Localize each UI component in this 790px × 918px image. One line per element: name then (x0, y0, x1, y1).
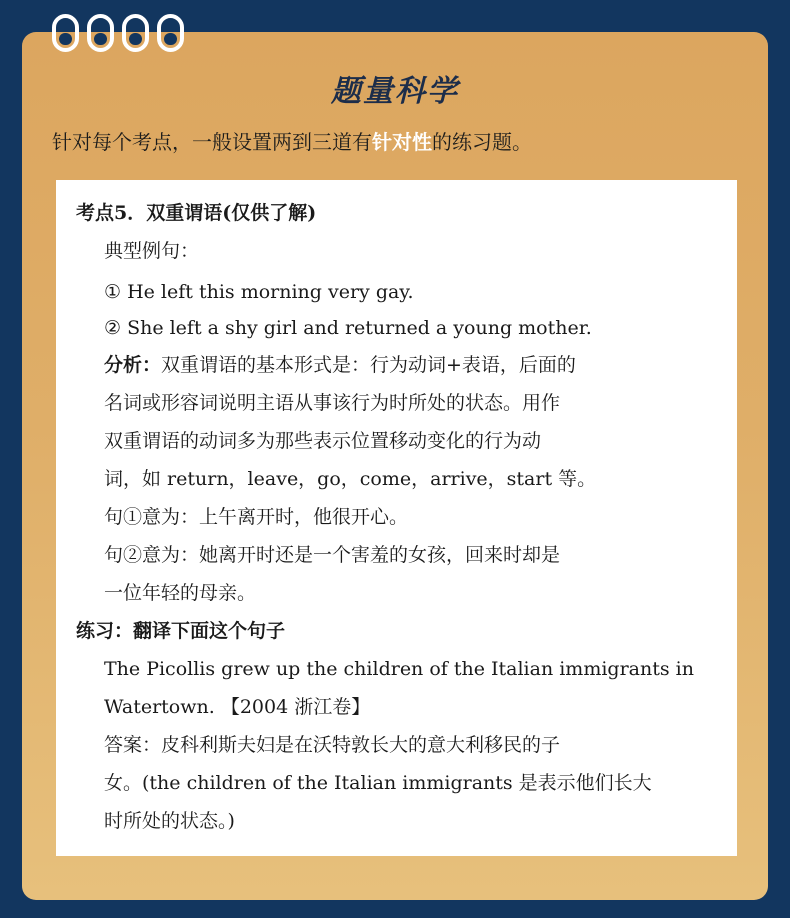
practice-line-1: The Picollis grew up the children of the Italian immigrants in (104, 658, 694, 680)
analysis-line-1 (104, 352, 576, 378)
practice-label: 练习：翻译下面这个句子 (76, 620, 286, 642)
analysis-line-2: 名词或形容词说明主语从事该行为时所处的状态。用作 (104, 392, 561, 414)
subtitle (52, 126, 752, 155)
meaning-2-line-1: 句②意为：她离开时还是一个害羞的女孩，回来时却是 (104, 544, 561, 566)
binder-ring-icon (52, 14, 79, 52)
example-sentence-2: ② She left a shy girl and returned a young mother. (104, 317, 592, 339)
lesson-panel (56, 180, 737, 856)
binder-ring-icon (157, 14, 184, 52)
analysis-text-1: 双重谓语的基本形式是：行为动词+表语，后面的 (161, 354, 576, 376)
analysis-line-4: 词，如 return，leave，go，come，arrive，start 等。 (104, 468, 597, 490)
binder-ring-icon (122, 14, 149, 52)
practice-line-2: Watertown. 【2004 浙江卷】 (104, 696, 371, 718)
meaning-2-line-2: 一位年轻的母亲。 (104, 582, 257, 604)
subtitle-text-after: 的练习题。 (432, 130, 532, 154)
binder-rings (52, 14, 192, 58)
answer-line-1: 答案：皮科利斯夫妇是在沃特敦长大的意大利移民的子 (104, 734, 561, 756)
subtitle-text-before: 针对每个考点，一般设置两到三道有 (52, 130, 372, 154)
example-sentence-1: ① He left this morning very gay. (104, 281, 414, 303)
examples-label: 典型例句： (104, 240, 200, 262)
page-title: 题量科学 (331, 74, 459, 109)
subtitle-highlight: 针对性 (372, 130, 432, 154)
point-title: 考点5．双重谓语(仅供了解) (76, 202, 317, 224)
meaning-1: 句①意为：上午离开时，他很开心。 (104, 506, 409, 528)
analysis-label: 分析： (104, 354, 162, 376)
answer-line-2: 女。(the children of the Italian immigrants 是表示他们长大 (104, 772, 652, 794)
answer-line-3: 时所处的状态。) (104, 810, 235, 832)
binder-ring-icon (87, 14, 114, 52)
analysis-line-3: 双重谓语的动词多为那些表示位置移动变化的行为动 (104, 430, 542, 452)
